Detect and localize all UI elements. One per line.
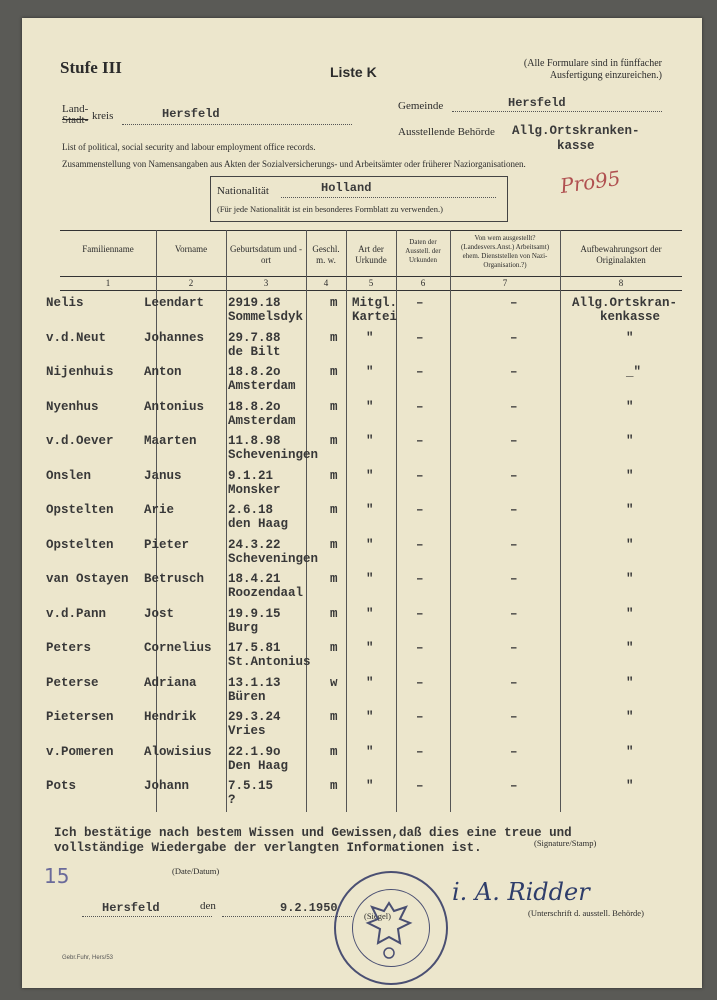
cell-place: Roozendaal: [228, 586, 304, 600]
date-line: [222, 902, 352, 917]
cell-d7: –: [510, 606, 518, 621]
cell-art: ": [366, 779, 374, 793]
table-row: [46, 468, 682, 504]
cell-ort: ": [626, 537, 634, 552]
column-number: 3: [263, 278, 269, 288]
cell-ort: ": [626, 468, 634, 483]
cell-d6: –: [416, 779, 424, 793]
cell-date: 13.1.13: [228, 675, 281, 690]
cell-place: den Haag: [228, 517, 289, 531]
cell-name: Pietersen: [46, 710, 114, 724]
table-row: [46, 296, 682, 331]
column-number: 4: [323, 278, 329, 288]
column-header: Von wem ausgestellt? (Landesvers.Anst.) Arbeitsamt) ehem. Dienststellen von Nazi-Organisation.?): [460, 234, 550, 269]
cell-vorname: Maarten: [144, 434, 197, 448]
nationality-label: Nationalität: [217, 185, 269, 197]
cell-vorname: Cornelius: [144, 641, 212, 655]
table-row: [46, 744, 682, 780]
table-row: [46, 537, 682, 573]
cell-vorname: Alowisius: [144, 744, 212, 759]
cell-ort: Allg.Ortskran-: [572, 296, 678, 310]
cell-name: v.d.Oever: [46, 434, 114, 448]
cell-date: 18.8.2o: [228, 365, 281, 379]
cell-sex: m: [330, 744, 338, 759]
cell-art: ": [366, 572, 374, 586]
cell-name: Nelis: [46, 296, 84, 310]
cell-d6: –: [416, 641, 424, 655]
cell-name: Opstelten: [46, 537, 114, 552]
column-number: 8: [618, 278, 624, 288]
cell-sex: m: [330, 537, 338, 552]
cell-date: 11.8.98: [228, 434, 281, 448]
cell-d6: –: [416, 330, 424, 345]
desc-english: List of political, social security and labour employment office records.: [62, 142, 316, 152]
cell-date: 9.1.21: [228, 468, 274, 483]
cell-art: ": [366, 330, 374, 345]
cell-art: ": [366, 606, 374, 621]
cell-d6: –: [416, 744, 424, 759]
cell-d7: –: [510, 572, 518, 586]
cell-date: 29.7.88: [228, 330, 281, 345]
cell-d7: –: [510, 537, 518, 552]
cell-vorname: Leendart: [144, 296, 205, 310]
cell-ort: ": [626, 675, 634, 690]
cell-d7: –: [510, 296, 518, 310]
cell-art: ": [366, 434, 374, 448]
cell-d7: –: [510, 330, 518, 345]
cell-vorname: Hendrik: [144, 710, 197, 724]
cell-sex: m: [330, 468, 338, 483]
column-number: 2: [188, 278, 194, 288]
cell-date: 2.6.18: [228, 503, 274, 517]
cell-d7: –: [510, 365, 518, 379]
cell-ort: ": [626, 572, 634, 586]
stufe-label: Stufe III: [60, 58, 122, 77]
column-header: Geschl. m. w.: [312, 244, 340, 265]
cell-date: 2919.18: [228, 296, 281, 310]
cell-sex: m: [330, 606, 338, 621]
cell-d7: –: [510, 434, 518, 448]
column-header: Art der Urkunde: [355, 244, 387, 265]
table-row: [46, 572, 682, 607]
place-line: [82, 902, 212, 917]
cell-sex: m: [330, 572, 338, 586]
cell-art: ": [366, 710, 374, 724]
cell-art: ": [366, 641, 374, 655]
cell-date: 18.8.2o: [228, 399, 281, 414]
table-row: [46, 365, 682, 400]
document-sheet: [22, 18, 702, 988]
cell-ort: ": [626, 606, 634, 621]
cell-place: Scheveningen: [228, 551, 319, 566]
official-seal: [334, 871, 448, 985]
den-label: den: [200, 900, 216, 912]
cell-place: St.Antonius: [228, 655, 311, 669]
cell-ort: _": [626, 365, 642, 379]
eagle-emblem-icon: [334, 871, 444, 981]
cell-d7: –: [510, 744, 518, 759]
cell-date: 17.5.81: [228, 641, 281, 655]
table-row: [46, 399, 682, 435]
cell-date: 29.3.24: [228, 710, 281, 724]
column-header: Vorname: [174, 244, 208, 254]
cell-sex: m: [330, 365, 338, 379]
cell-sex: m: [330, 503, 338, 517]
cell-d6: –: [416, 503, 424, 517]
cell-name: Pots: [46, 779, 77, 793]
cell-date: 22.1.9o: [228, 744, 281, 759]
column-header: Geburtsdatum und -ort: [230, 244, 302, 265]
column-header: Familienname: [82, 244, 134, 254]
cell-ort: ": [626, 503, 634, 517]
column-number: 1: [105, 278, 111, 288]
cell-place: Burg: [228, 620, 259, 635]
cell-ort: ": [626, 641, 634, 655]
printer-mark: Gebr.Fuhr, Hers/53: [62, 955, 114, 961]
copies-note: (Alle Formulare sind in fünffacher Ausfertigung einzureichen.): [523, 58, 662, 81]
cell-d6: –: [416, 399, 424, 414]
cell-sex: m: [330, 296, 338, 310]
kreis-label: kreis: [92, 110, 114, 122]
cell-date: 18.4.21: [228, 572, 281, 586]
column-number: 7: [502, 278, 508, 288]
landkreis-line: [122, 108, 352, 125]
cell-place: Büren: [228, 689, 266, 704]
column-header: Daten der Ausstell. der Urkunden: [405, 238, 441, 264]
cell-d6: –: [416, 537, 424, 552]
cell-name: v.d.Neut: [46, 330, 107, 345]
cell-d6: –: [416, 710, 424, 724]
cell-d7: –: [510, 779, 518, 793]
cell-art: ": [366, 537, 374, 552]
cell-date: 24.3.22: [228, 537, 281, 552]
table-row: [46, 434, 682, 469]
cell-vorname: Jost: [144, 606, 175, 621]
cell-sex: m: [330, 434, 338, 448]
cell-d6: –: [416, 675, 424, 690]
cell-ort2: kenkasse: [600, 310, 661, 324]
cell-place: ?: [228, 793, 236, 807]
cell-sex: m: [330, 710, 338, 724]
cell-d6: –: [416, 365, 424, 379]
table-row: [46, 606, 682, 642]
cell-sex: m: [330, 330, 338, 345]
column-number: 5: [368, 278, 374, 288]
cell-vorname: Pieter: [144, 537, 190, 552]
cell-date: 19.9.15: [228, 606, 281, 621]
gemeinde-label: Gemeinde: [398, 100, 444, 112]
confirmation-text: Ich bestätige nach bestem Wissen und Gewissen,daß dies eine treue und vollständige Wiedergabe der verlangten Informationen ist.: [54, 826, 572, 855]
cell-name: Nijenhuis: [46, 365, 114, 379]
cell-ort: ": [626, 779, 634, 793]
cell-vorname: Janus: [144, 468, 182, 483]
cell-place: Monsker: [228, 482, 281, 497]
nationality-box: [210, 176, 508, 222]
cell-vorname: Arie: [144, 503, 175, 517]
column-header: Aufbewahrungsort der Originalakten: [580, 244, 662, 265]
date-label: (Date/Datum): [172, 866, 220, 876]
cell-ort: ": [626, 434, 634, 448]
cell-ort: ": [626, 744, 634, 759]
cell-vorname: Johannes: [144, 330, 205, 345]
date-value: 9.2.1950: [280, 901, 338, 915]
cell-sex: m: [330, 399, 338, 414]
cell-art: ": [366, 399, 374, 414]
cell-place: Den Haag: [228, 758, 289, 773]
cell-sex: m: [330, 779, 338, 793]
cell-name: v.Pomeren: [46, 744, 114, 759]
cell-name: Peterse: [46, 675, 99, 690]
table-row: [46, 779, 682, 814]
table-row: [46, 641, 682, 676]
cell-vorname: Adriana: [144, 675, 197, 690]
cell-place: Scheveningen: [228, 448, 319, 462]
cell-d7: –: [510, 503, 518, 517]
handwritten-number: 15: [44, 864, 70, 888]
desc-german: Zusammenstellung von Namensangaben aus Akten der Sozialversicherungs- und Arbeitsämter oder früherer Naziorganisationen.: [62, 159, 526, 169]
cell-d6: –: [416, 572, 424, 586]
cell-name: van Ostayen: [46, 572, 129, 586]
behoerde-label: Ausstellende Behörde: [398, 126, 495, 138]
gemeinde-value: Hersfeld: [508, 96, 566, 110]
table-row: [46, 710, 682, 745]
cell-d7: –: [510, 399, 518, 414]
liste-label: Liste K: [330, 64, 377, 80]
nationality-note: (Für jede Nationalität ist ein besonderes Formblatt zu verwenden.): [217, 204, 443, 214]
column-number: 6: [420, 278, 426, 288]
cell-d6: –: [416, 434, 424, 448]
cell-place: Vries: [228, 724, 266, 738]
cell-d7: –: [510, 710, 518, 724]
landkreis-value: Hersfeld: [162, 107, 220, 121]
table-row: [46, 675, 682, 711]
cell-vorname: Anton: [144, 365, 182, 379]
cell-sex: w: [330, 675, 338, 690]
nationality-line: [281, 183, 496, 198]
cell-d6: –: [416, 606, 424, 621]
cell-art: Mitgl.: [352, 296, 398, 310]
unterschrift-label: (Unterschrift d. ausstell. Behörde): [528, 908, 644, 918]
cell-vorname: Betrusch: [144, 572, 205, 586]
cell-d7: –: [510, 675, 518, 690]
handwritten-signature: i. A. Ridder: [452, 878, 590, 906]
cell-art: ": [366, 503, 374, 517]
cell-place: Amsterdam: [228, 379, 296, 393]
cell-art: ": [366, 675, 374, 690]
cell-ort: ": [626, 330, 634, 345]
cell-art: ": [366, 365, 374, 379]
table-row: [46, 503, 682, 538]
cell-vorname: Johann: [144, 779, 190, 793]
cell-d7: –: [510, 468, 518, 483]
cell-name: v.d.Pann: [46, 606, 107, 621]
table-row: [46, 330, 682, 366]
red-pencil-mark: Pro95: [558, 165, 622, 199]
cell-d6: –: [416, 468, 424, 483]
cell-name: Opstelten: [46, 503, 114, 517]
cell-d7: –: [510, 641, 518, 655]
cell-d6: –: [416, 296, 424, 310]
gemeinde-line: [452, 96, 662, 112]
cell-ort: ": [626, 399, 634, 414]
behoerde-value: Allg.Ortskranken- kasse: [512, 124, 640, 153]
cell-ort: ": [626, 710, 634, 724]
cell-name: Peters: [46, 641, 92, 655]
cell-name: Onslen: [46, 468, 92, 483]
cell-date: 7.5.15: [228, 779, 274, 793]
siegel-label: (Siegel): [364, 911, 391, 921]
cell-sex: m: [330, 641, 338, 655]
cell-place: Amsterdam: [228, 413, 296, 428]
cell-name: Nyenhus: [46, 399, 99, 414]
cell-art: ": [366, 744, 374, 759]
cell-vorname: Antonius: [144, 399, 205, 414]
cell-art2: Kartei: [352, 310, 398, 324]
landkreis-label: Land- Stadt-: [62, 103, 89, 126]
cell-place: de Bilt: [228, 344, 281, 359]
cell-place: Sommelsdyk: [228, 310, 304, 324]
place-value: Hersfeld: [102, 901, 160, 915]
signature-label: (Signature/Stamp): [534, 838, 597, 848]
nationality-value: Holland: [321, 181, 372, 195]
cell-art: ": [366, 468, 374, 483]
